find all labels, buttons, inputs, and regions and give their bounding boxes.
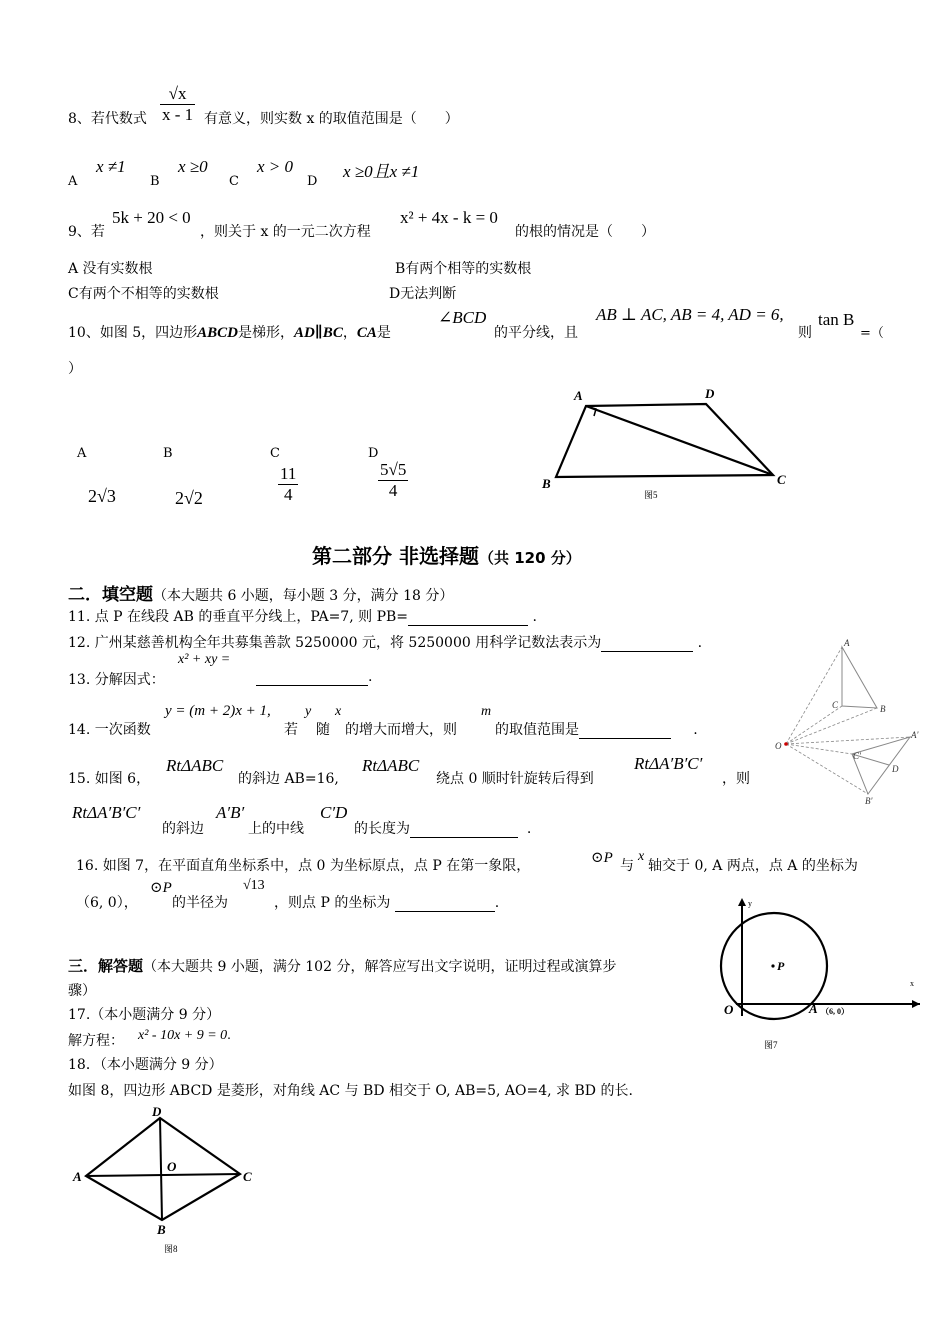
trapezoid-outline [556, 404, 773, 477]
q12-end: . [697, 635, 703, 651]
diagonal-ac [86, 1174, 240, 1176]
fig6-label-d: D [892, 764, 899, 774]
q11-end: . [532, 609, 537, 625]
q14-text1: 若 [284, 722, 298, 738]
q15-text1: 的斜边 AB=16, [238, 771, 339, 787]
fig6-label-b: B [880, 704, 886, 714]
part2-title-sub: （共 120 分） [478, 549, 581, 567]
q8-option-c[interactable]: x > 0 [257, 157, 294, 176]
section3-heading [68, 955, 616, 976]
q16-line2a: （6, 0）， [76, 895, 138, 911]
q14-x: x [335, 704, 342, 719]
part2-title-main: 第二部分 非选择题 [312, 544, 479, 568]
q17-equation: x² - 10x + 9 = 0 [138, 1028, 228, 1043]
q10-text4: 的平分线，且 [494, 325, 578, 341]
q14-text4: 的取值范围是 [495, 722, 579, 738]
q8-frac-denominator: x - 1 [162, 105, 194, 124]
q15-end: . [526, 821, 532, 837]
label-a: A [574, 388, 583, 403]
q10-option-d[interactable] [378, 460, 408, 501]
q14-y: y [305, 704, 312, 719]
q15-rt3: RtΔA′B′C′ [634, 754, 703, 773]
q16-end: . [494, 895, 500, 911]
fig7-label-y: y [748, 899, 752, 908]
q15-text4: 的斜边 [162, 821, 204, 837]
q10-ad-bc: AD∥BC [294, 325, 343, 341]
figure-7-circle [708, 896, 930, 1056]
q10-option-d-num: 5√5 [380, 460, 407, 479]
x-axis-arrow [912, 1000, 920, 1008]
q8-frac-numerator: √x [160, 84, 195, 105]
fig6-label-c2: C' [853, 751, 861, 761]
section2-desc: （本大题共 6 小题，每小题 3 分，满分 18 分） [153, 588, 454, 604]
q10-eq: =（ [860, 326, 884, 341]
q9-equation: x² + 4x - k = 0 [400, 208, 498, 227]
q10-text3: 是 [376, 325, 391, 341]
q15-rt1: RtΔABC [166, 756, 224, 775]
label-d: D [705, 386, 715, 401]
q17-label: 解方程： [68, 1033, 124, 1049]
q10-ca: CA [356, 325, 377, 341]
q10-tanb [818, 310, 854, 330]
q11 [68, 606, 537, 626]
section3-title: 三．解答题 [68, 957, 144, 975]
q14-answer-blank[interactable] [579, 722, 671, 739]
fig6-label-a2: A' [911, 730, 919, 740]
ray-ob [786, 708, 877, 744]
fig8-label-b: B [157, 1222, 166, 1237]
section3-desc: （本大题共 9 小题，满分 102 分，解答应写出文字说明，证明过程或演算步 [143, 959, 617, 975]
q9-mid: ，则关于 x 的一元二次方程 [200, 224, 371, 240]
q8-option-d-letter[interactable]: D [307, 174, 318, 189]
q18-text: 如图 8，四边形 ABCD 是菱形，对角线 AC 与 BD 相交于 O, AB=5, AO=4, 求 BD 的长. [68, 1083, 633, 1099]
q10-close: ） [68, 361, 82, 377]
q10-condition: AB ⊥ AC, AB = 4, AD = 6, [596, 305, 784, 324]
q10-text2: 是梯形， [238, 325, 295, 341]
q16-radius: √13 [243, 878, 265, 893]
figure-6-rotation [770, 632, 930, 812]
section2-heading [68, 580, 453, 605]
fig6-label-a: A [844, 638, 850, 648]
fig8-label-a: A [73, 1169, 82, 1184]
q15-rt2: RtΔABC [362, 756, 420, 775]
triangle-a2b2c2 [852, 737, 910, 794]
q10-tanb-text: tan B [818, 310, 855, 329]
q9-prefix: 9、若 [68, 224, 105, 240]
q9-option-c[interactable]: C有两个不相等的实数根 [68, 286, 219, 302]
q10-comma: ， [342, 325, 357, 341]
q8-option-b-letter[interactable]: B [150, 174, 160, 189]
q11-answer-blank[interactable] [408, 609, 528, 626]
q10-option-a[interactable]: 2√3 [88, 486, 116, 506]
q10-angle: ∠BCD [438, 308, 487, 327]
section3-desc2: 骤） [68, 983, 96, 999]
fig7-label-a: A [809, 1001, 818, 1016]
q15-text6: 的长度为 [354, 821, 410, 837]
q9-option-a[interactable]: A 没有实数根 [68, 261, 153, 277]
q14-text2: 随 [316, 722, 330, 738]
q13-answer-blank[interactable] [256, 669, 368, 686]
triangle-abc [842, 647, 877, 708]
q9-option-b[interactable]: B有两个相等的实数根 [395, 261, 532, 277]
q8-stem [68, 108, 147, 128]
q14-m: m [481, 704, 492, 719]
center-p [771, 964, 774, 967]
q10-text1: 10、如图 5，四边形 [68, 325, 198, 341]
q10-option-a-letter[interactable]: A [77, 446, 87, 461]
q15-text5: 上的中线 [248, 821, 304, 837]
q10-option-b-letter[interactable]: B [163, 446, 173, 461]
q10-option-d-letter[interactable]: D [368, 446, 379, 461]
q15-answer-blank[interactable] [410, 821, 518, 838]
q12-text: 12. 广州某慈善机构全年共募集善款 5250000 元，将 5250000 用科学记数法表示为 [68, 635, 602, 651]
label-b: B [542, 476, 551, 491]
q15-cd: C′D [320, 803, 348, 822]
caption-fig7: 图7 [764, 1040, 778, 1050]
q8-option-b[interactable]: x ≥0 [178, 157, 208, 176]
fig6-label-o: O [775, 741, 782, 751]
ray-oc2 [786, 744, 852, 754]
q11-text: 11. 点 P 在线段 AB 的垂直平分线上，PA=7, 则 PB= [68, 609, 409, 625]
q14-text4-wrap [495, 719, 698, 739]
q17-end: . [227, 1028, 231, 1043]
q16-circle2: ⊙P [150, 880, 172, 896]
q16-text2: 轴交于 0, A 两点，点 A 的坐标为 [648, 858, 858, 874]
q16-text3: 的半径为 [172, 895, 228, 911]
q15-label: 15. 如图 6， [68, 771, 151, 787]
figure-8-rhombus [68, 1104, 268, 1259]
q17-title: 17.（本小题满分 9 分） [68, 1007, 221, 1023]
q16-x: x [638, 849, 645, 864]
fig8-label-c: C [243, 1169, 252, 1184]
q13-blank-wrap [256, 669, 372, 686]
caption-fig8: 图8 [164, 1244, 178, 1254]
fig7-label-a-coord: （6, 0） [821, 1007, 849, 1016]
q10-stem [68, 322, 391, 342]
q16-circle: ⊙P [591, 850, 613, 866]
q8-fraction [160, 84, 195, 125]
q16-text4: ，则点 P 的坐标为 [274, 895, 391, 911]
label-c: C [777, 472, 786, 487]
q10-option-b[interactable]: 2√2 [175, 488, 203, 508]
caption-fig5: 图5 [644, 490, 658, 500]
q10-option-c[interactable] [278, 464, 298, 505]
q10-option-c-den: 4 [283, 485, 293, 504]
fig7-label-x: x [910, 979, 914, 988]
fig6-label-b2: B' [865, 796, 873, 806]
center-point-o [784, 742, 788, 746]
q14-text3: 的增大而增大，则 [345, 722, 457, 738]
q14-label: 14. 一次函数 [68, 722, 151, 738]
q14-expression: y = (m + 2)x + 1, [165, 703, 271, 719]
q10-then: 则 [798, 325, 812, 341]
q10-abcd: ABCD [197, 325, 239, 341]
q12-answer-blank[interactable] [601, 635, 693, 652]
q15-rt4: RtΔA′B′C′ [72, 803, 141, 822]
q18-title: 18．（本小题满分 9 分） [68, 1057, 223, 1073]
q15-ab: A′B′ [216, 803, 245, 822]
q17-equation-wrap [138, 1028, 231, 1044]
q10-option-c-num: 11 [280, 464, 297, 483]
q16-answer-blank[interactable] [395, 895, 495, 912]
fig6-label-c: C [832, 700, 839, 710]
rhombus-outline [86, 1118, 240, 1220]
q10-option-c-letter[interactable]: C [270, 446, 280, 461]
y-axis-arrow [738, 898, 746, 906]
fig7-label-o: O [724, 1002, 734, 1017]
fig7-label-p: P [777, 959, 785, 973]
q15-text3: ，则 [722, 771, 750, 787]
q16-line1: 16. 如图 7，在平面直角坐标系中，点 0 为坐标原点，点 P 在第一象限， [76, 858, 531, 874]
q13-expression: x² + xy = [178, 652, 231, 667]
q8-option-c-letter[interactable]: C [229, 174, 239, 189]
ray-oa [786, 647, 842, 744]
q8-option-a-letter[interactable]: A [68, 174, 78, 189]
diagonal-ac [586, 406, 773, 475]
q8-option-a[interactable]: x ≠1 [96, 157, 126, 176]
q15-text2: 绕点 0 顺时针旋转后得到 [436, 771, 594, 787]
q9-suffix: 的根的情况是（ ） [515, 224, 655, 240]
diagonal-bd [160, 1118, 162, 1220]
q16-text4-wrap [274, 892, 499, 912]
q15-text6-wrap [354, 818, 531, 838]
q9-condition: 5k + 20 < 0 [112, 208, 191, 227]
fig8-label-o: O [167, 1159, 177, 1174]
q16-text1: 与 [620, 858, 634, 874]
q9-option-d[interactable]: D无法判断 [389, 286, 457, 302]
q14-end: . [693, 722, 698, 738]
part2-title [312, 540, 581, 569]
q8-option-d[interactable]: x ≥0且x ≠1 [343, 162, 420, 181]
q8-suffix: 有意义，则实数 x 的取值范围是（ ） [204, 111, 459, 127]
q10-option-d-den: 4 [388, 481, 398, 500]
q12 [68, 632, 702, 652]
q13-label: 13. 分解因式： [68, 672, 165, 688]
figure-5-trapezoid [530, 380, 800, 505]
section2-title: 二．填空题 [68, 585, 153, 605]
fig8-label-d: D [152, 1104, 162, 1119]
q8-prefix: 8、若代数式 [68, 111, 147, 127]
q13-end: . [368, 669, 373, 685]
